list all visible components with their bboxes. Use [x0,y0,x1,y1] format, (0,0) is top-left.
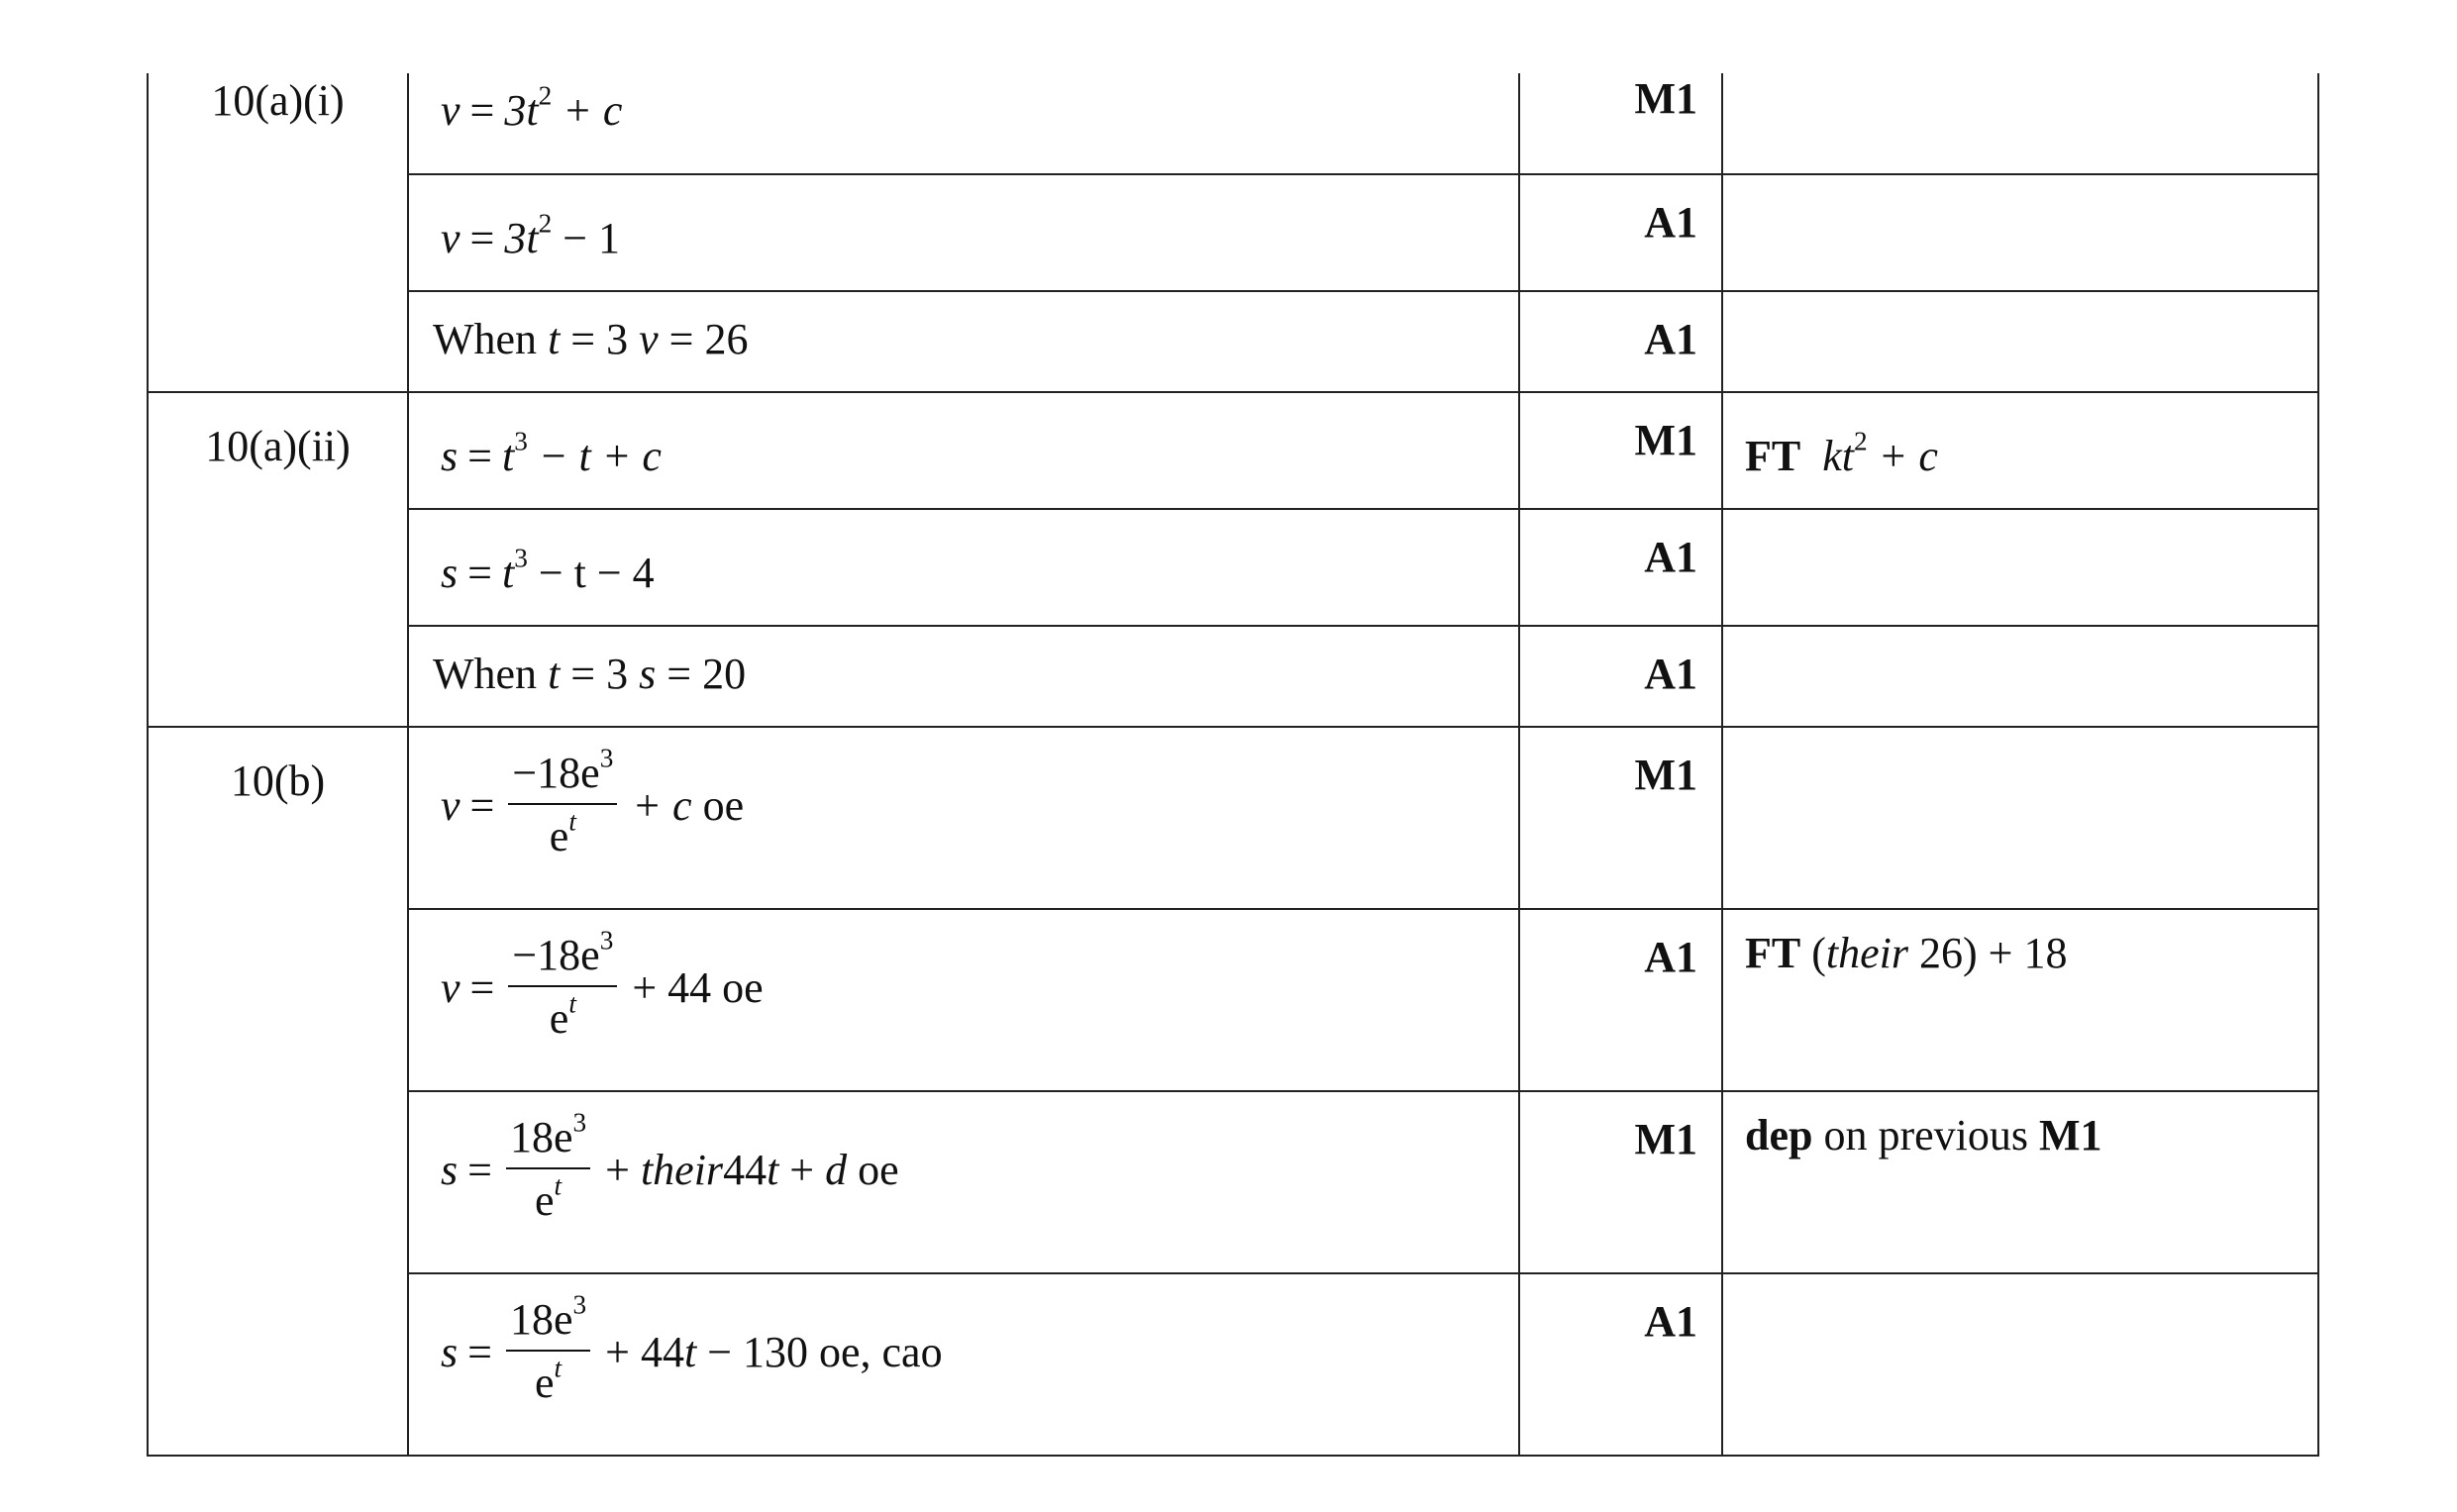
fraction: $\frac{18e^3}{e^t}$ [506,1296,590,1408]
fraction: $\frac{18e^3}{e^t}$ [506,1114,590,1226]
question-number: 10(b) [148,727,408,1456]
mark-cell: M1 [1519,1091,1722,1273]
table-row [148,291,2318,392]
fraction: $\frac{-18e^3}{e^t}$ [508,750,617,861]
answer-cell: $s = t^3 - t - 4$ [408,509,1519,626]
question-number: 10(a)(i) [148,73,408,392]
answer-cell: $v = 3t^2 + c$ [408,73,1519,174]
table-row [148,509,2318,626]
fraction: $\frac{-18e^3}{e^t}$ [508,932,617,1044]
table-row [148,727,2318,909]
answer-cell: v = $\frac{-18e^3}{e^t}$ + c oe [408,727,1519,909]
table-row [148,174,2318,291]
guidance-cell [1722,509,2318,626]
table-row [148,1091,2318,1273]
question-number: 10(a)(ii) [148,392,408,727]
guidance-cell [1722,626,2318,727]
guidance-cell [1722,727,2318,909]
guidance-cell [1722,174,2318,291]
table-row [148,73,2318,174]
mark-cell: M1 [1519,727,1722,909]
answer-cell: When t = 3 v = 26 [408,291,1519,392]
answer-cell: When t = 3 s = 20 [408,626,1519,727]
answer-cell: s = $\frac{18e^3}{e^t}$ + their 44 t + d oe [408,1091,1519,1273]
table-row [148,392,2318,509]
table-row [148,1273,2318,1456]
guidance-cell [1722,1273,2318,1456]
guidance-cell [1722,73,2318,174]
mark-cell: A1 [1519,1273,1722,1456]
guidance-cell [1722,291,2318,392]
mark-cell: M1 [1519,392,1722,509]
mark-scheme-table [147,73,2319,1457]
mark-cell: A1 [1519,174,1722,291]
answer-cell: $v = 3t^2 - 1$ [408,174,1519,291]
mark-cell: M1 [1519,73,1722,174]
table-row [148,909,2318,1091]
answer-cell: $s = t^3 - t + c$ [408,392,1519,509]
table-row [148,626,2318,727]
mark-cell: A1 [1519,509,1722,626]
mark-cell: A1 [1519,626,1722,727]
answer-cell: v = $\frac{-18e^3}{e^t}$ + 44 oe [408,909,1519,1091]
mark-cell: A1 [1519,909,1722,1091]
guidance-cell: FT $kt^2 + c$ [1722,392,2318,509]
guidance-cell: FT (their 26) + 18 [1722,909,2318,1091]
answer-cell: s = $\frac{18e^3}{e^t}$ + 44 t − 130 oe, cao [408,1273,1519,1456]
mark-cell: A1 [1519,291,1722,392]
guidance-cell: dep on previous M1 [1722,1091,2318,1273]
